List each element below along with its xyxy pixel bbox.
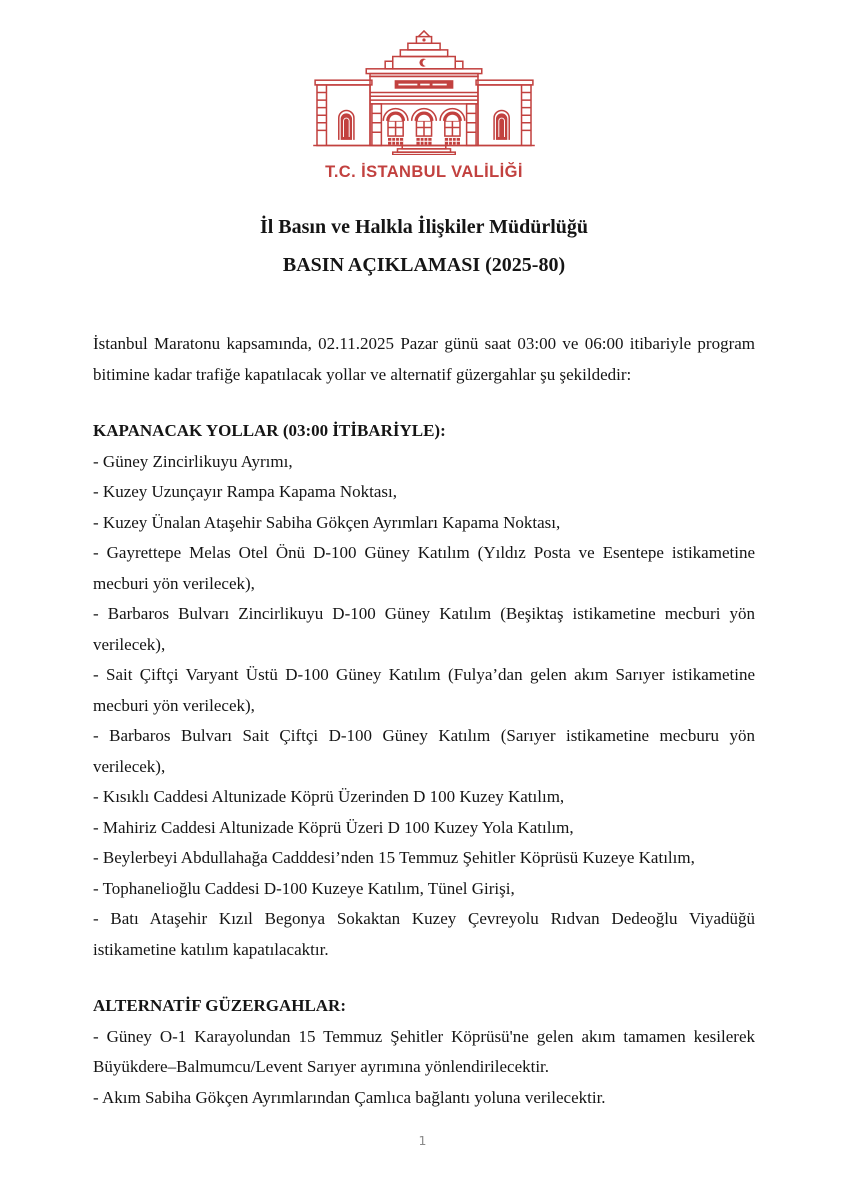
road-list-item: - Kuzey Ünalan Ataşehir Sabiha Gökçen Ayrımları Kapama Noktası,: [93, 512, 561, 532]
road-list-item: - Barbaros Bulvarı Zincirlikuyu D-100 Güney Katılım (Beşiktaş istikametine mecburi yön verilecek),: [93, 604, 755, 654]
logo-caption: T.C. İSTANBUL VALİLİĞİ: [325, 163, 523, 181]
page-number: 1: [418, 1133, 427, 1148]
road-list-item: - Akım Sabiha Gökçen Ayrımlarından Çamlıca bağlantı yoluna verilecektir.: [93, 1087, 606, 1107]
page-footer: [0, 1133, 845, 1148]
road-list-item: - Beylerbeyi Abdullahağa Cadddesi’nden 15 Temmuz Şehitler Köprüsü Kuzeye Katılım,: [93, 848, 695, 867]
document-header: [93, 216, 755, 277]
press-release-title: BASIN AÇIKLAMASI (2025-80): [282, 254, 566, 276]
document-sections: [93, 416, 755, 1113]
valilik-building-icon: [310, 30, 538, 155]
road-list-item: - Tophanelioğlu Caddesi D-100 Kuzeye Katılım, Tünel Girişi,: [93, 878, 515, 898]
road-list-item: - Mahiriz Caddesi Altunizade Köprü Üzeri D 100 Kuzey Yola Katılım,: [93, 817, 574, 837]
road-list-item: - Batı Ataşehir Kızıl Begonya Sokaktan Kuzey Çevreyolu Rıdvan Dedeoğlu Viyadüğü istikametine katılım kapatılacaktır.: [93, 909, 755, 959]
department-title: İl Basın ve Halkla İlişkiler Müdürlüğü: [259, 216, 589, 238]
road-list-item: - Kısıklı Caddesi Altunizade Köprü Üzerinden D 100 Kuzey Katılım,: [93, 787, 565, 806]
road-list-item: - Güney Zincirlikuyu Ayrımı,: [93, 451, 293, 471]
road-list-item: - Gayrettepe Melas Otel Önü D-100 Güney Katılım (Yıldız Posta ve Esentepe istikametine mecburi yön verilecek),: [93, 543, 755, 593]
intro-paragraph: İstanbul Maratonu kapsamında, 02.11.2025 Pazar günü saat 03:00 ve 06:00 itibariyle program bitimine kadar trafiğe kapatılacak yollar ve alternatif güzergahlar şu şekildedir:: [93, 334, 755, 384]
section-heading: ALTERNATİF GÜZERGAHLAR:: [93, 996, 346, 1015]
road-list-item: - Kuzey Uzunçayır Rampa Kapama Noktası,: [93, 482, 397, 501]
road-list-item: - Barbaros Bulvarı Sait Çiftçi D-100 Güney Katılım (Sarıyer istikametine mecburu yön verilecek),: [93, 726, 755, 776]
letterhead: [93, 0, 755, 182]
document-body: [93, 329, 755, 1113]
road-list-item: - Güney O-1 Karayolundan 15 Temmuz Şehitler Köprüsü'ne gelen akım tamamen kesilerek Büyükdere–Balmumcu/Levent Sarıyer ayrımına yönlendirilecektir.: [93, 1026, 755, 1076]
section-heading: KAPANACAK YOLLAR (03:00 İTİBARİYLE):: [93, 421, 446, 440]
road-list-item: - Sait Çiftçi Varyant Üstü D-100 Güney Katılım (Fulya’dan gelen akım Sarıyer istikametine mecburi yön verilecek),: [93, 665, 755, 715]
